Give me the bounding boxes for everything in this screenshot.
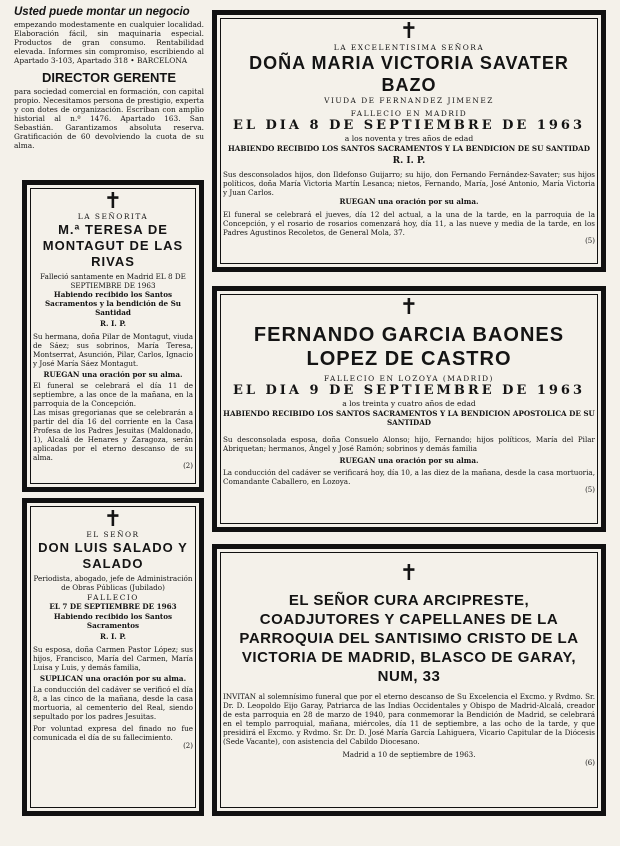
funeral-text: El funeral se celebrará el día 11 de septiembre, a las once de la mañana, en la parroquia de la Concepción.: [33, 380, 193, 408]
sacraments: HABIENDO RECIBIDO LOS SANTOS SACRAMENTOS Y LA BENDICION APOSTOLICA DE SU SANTIDAD: [223, 408, 595, 427]
ad-heading-business: Usted puede montar un negocio: [14, 6, 190, 18]
deceased-name: DON LUIS SALADO Y SALADO: [38, 539, 188, 571]
age: a los treinta y cuatro años de edad: [342, 399, 476, 409]
cross-icon: ✝: [103, 189, 123, 214]
funeral-text: El funeral se celebrará el jueves, día 12 del actual, a la una de la tarde, en la parroquia de la Concepción, y el rosario de rosarios comenzará hoy, día 11, a las nueve y media de la tarde, en los Padres Agustinos Recoletos, de General Mola, 37.: [223, 210, 595, 238]
notice-heading: EL SEÑOR CURA ARCIPRESTE, COADJUTORES Y CAPELLANES DE LA PARROQUIA DEL SANTISIMO CRISTO DE LA VICTORIA DE MADRID, BLASCO DE GARAY, NUM, 33: [239, 592, 579, 685]
notice-garcia: [212, 286, 606, 532]
death-place: FALLECIO EN LOZOYA (MADRID): [324, 374, 494, 383]
notice-subtitle: VIUDA DE FERNANDEZ JIMENEZ: [324, 96, 494, 106]
reference-number: (2): [183, 741, 193, 750]
notice-intro: LA SEÑORITA: [77, 212, 149, 221]
note-text: Por voluntad expresa del finado no fue comunicada el día de su fallecimiento.: [33, 723, 193, 742]
prayer-request: RUEGAN una oración por su alma.: [339, 455, 479, 465]
ad-text-director: para sociedad comercial en formación, con capital propio. Necesitamos persona de prestigio, experta y con dotes de organización. Escriban con amplio historial al n.º 1476. Apartado 163. San Sebastián. Garantizamos absoluta reserva. Gratificación de 60 devolviendo la cuota de su alma.: [14, 87, 204, 150]
family-text: Su esposa, doña Carmen Pastor López; sus hijos, Francisco, María del Carmen, María Luisa y Luis, y demás familia,: [33, 644, 193, 672]
death-place: FALLECIO EN MADRID: [350, 108, 468, 118]
death-date: EL 7 DE SEPTIEMBRE DE 1963: [49, 601, 177, 611]
prayer-request: SUPLICAN una oración por su alma.: [39, 673, 187, 683]
death-date: EL DIA 8 DE SEPTIEMBRE DE 1963: [232, 118, 586, 134]
deceased-name: M.ª TERESA DE MONTAGUT DE LAS RIVAS: [42, 221, 184, 269]
cross-icon: ✝: [103, 507, 123, 532]
family-text: Su desconsolada esposa, doña Consuelo Alonso; hijo, Fernando; hijos políticos, María del Pilar Abriquetan; hermanos, Ángel y José Ramón; sobrinos y demás familia: [223, 434, 595, 453]
prayer-request: RUEGAN una oración por su alma.: [339, 197, 479, 207]
rip: R. I. P.: [392, 155, 426, 166]
reference-number: (5): [585, 485, 595, 494]
rip: R. I. P.: [99, 318, 127, 328]
notice-savater: [212, 10, 606, 272]
cross-icon: ✝: [399, 561, 419, 586]
classified-ads: [14, 6, 204, 150]
invitation-text: INVITAN al solemnísimo funeral que por el eterno descanso de Su Excelencia el Excmo. y Rvdmo. Sr. Dr. D. Leopoldo Eijo Garay, Patriarca de las Indias Occidentales y Obispo de Madrid-Alcalá, creador de esta parroquia en 28 de marzo de 1940, para conmemorar la Bendición de Madrid, se celebrará en el templo parroquial, mañana, miércoles, día 11 de septiembre, a las ocho de la tarde, y que presidirá el Excmo. y Rvdmo. Sr. Dr. D. José María García Lahiguera, Vicario Capitular de la Diócesis (Sede Vacante), con asistencia del Cabildo Diocesano.: [223, 692, 595, 746]
cross-icon: ✝: [399, 19, 419, 44]
sacraments: HABIENDO RECIBIDO LOS SANTOS SACRAMENTOS Y LA BENDICION DE SU SANTIDAD: [228, 143, 590, 153]
ad-text-business: empezando modestamente en cualquier localidad. Elaboración fácil, sin maquinaria especial. Productos de gran consumo. Rentabilidad elevada. Informes sin compromiso, escribiendo al Apartado 3-103, Apartado 318 • BARCELONA: [14, 20, 204, 65]
sacraments: Habiendo recibido los Santos Sacramentos y la bendición de Su Santidad: [44, 289, 182, 317]
death-place: Falleció santamente en Madrid EL 8 DE SEPTIEMBRE DE 1963: [40, 271, 186, 290]
funeral-text: La conducción del cadáver se verificará hoy, día 10, a las diez de la mañana, desde la casa mortuoria, Comandante Caballero, en Lozoya.: [223, 467, 595, 486]
notice-intro: EL SEÑOR: [86, 530, 140, 539]
reference-number: (5): [585, 237, 595, 246]
funeral-text: La conducción del cadáver se verificó el día 8, a las cinco de la mañana, desde la casa mortuoria, al cementerio del Real, siendo sepultado por los padres Jesuitas.: [33, 684, 193, 721]
notice-montagut: [22, 180, 204, 492]
notice-cura: [212, 544, 606, 816]
age: a los noventa y tres años de edad: [344, 134, 474, 144]
family-text: Sus desconsolados hijos, don Ildefonso Guijarro; su hijo, don Fernando Fernández-Savater; sus hijos políticos, doña María Victoria Martín Lesanca; nietos, Fernando, María, José Antonio, María Victoria y Juan Carlos.: [223, 170, 595, 198]
sacraments: Habiendo recibido los Santos Sacramentos: [53, 611, 173, 630]
deceased-name-line2: LOPEZ DE CASTRO: [306, 348, 512, 370]
rip: R. I. P.: [99, 631, 127, 641]
cross-icon: ✝: [399, 295, 419, 320]
death-date: EL DIA 9 DE SEPTIEMBRE DE 1963: [232, 383, 586, 399]
signoff: Madrid a 10 de septiembre de 1963.: [342, 750, 476, 759]
family-text: Su hermana, doña Pilar de Montagut, viuda de Sáez; sus sobrinos, María Teresa, Montserrat, Asunción, Pilar, Carlos, Ignacio y José María Sáez Montagut.: [33, 331, 193, 368]
deceased-name-line1: FERNANDO GARCIA BAONES: [253, 324, 565, 346]
reference-number: (6): [585, 759, 595, 767]
death-place: FALLECIO: [87, 592, 139, 602]
ad-heading-director: DIRECTOR GERENTE: [41, 70, 177, 85]
notice-salado: [22, 498, 204, 816]
deceased-name: DOÑA MARIA VICTORIA SAVATER BAZO: [249, 53, 569, 96]
notice-intro: LA EXCELENTISIMA SEÑORA: [333, 43, 485, 52]
prayer-request: RUEGAN una oración por su alma.: [43, 369, 183, 379]
masses-text: Las misas gregorianas que se celebrarán a partir del día 16 del corriente en la Casa Profesa de los Padres Jesuitas (Maldonado, 1), Alcalá de Henares y Zaragoza, serán aplicadas por el eterno descanso de su alma.: [33, 407, 193, 462]
reference-number: (2): [183, 461, 193, 470]
deceased-role: Periodista, abogado, jefe de Administración de Obras Públicas (Jubilado): [33, 573, 193, 592]
